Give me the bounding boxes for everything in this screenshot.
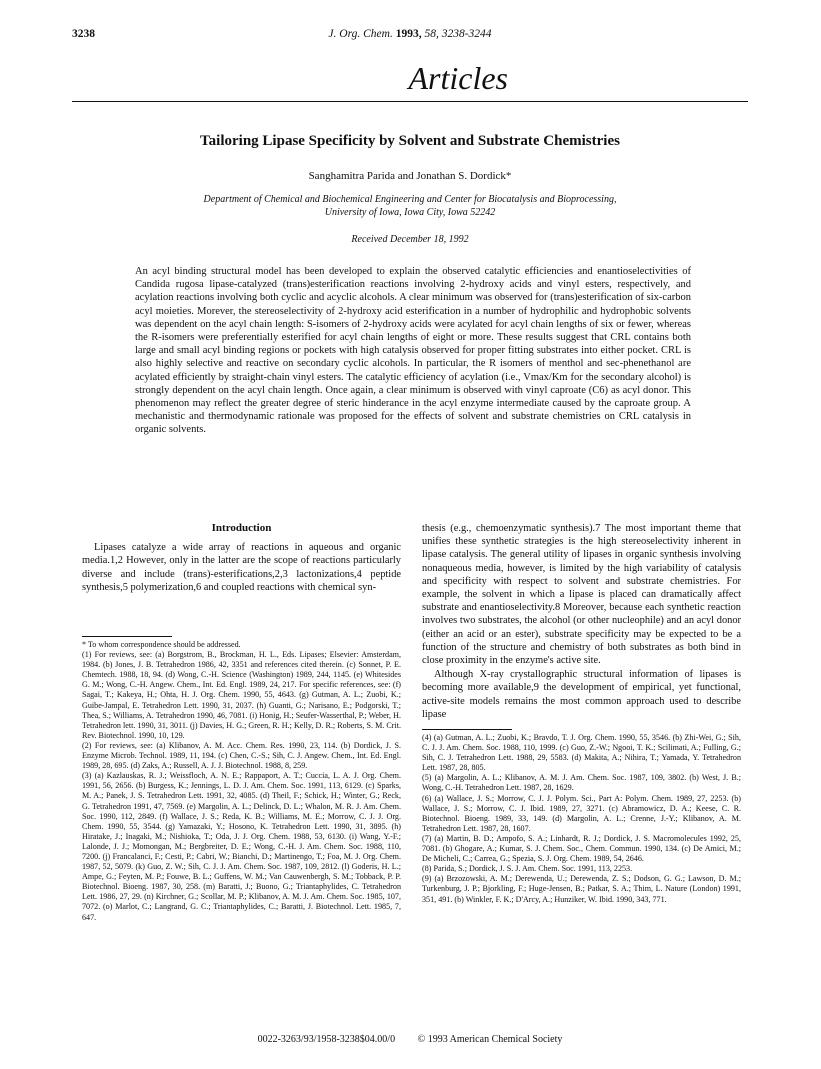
- affiliation-line2: University of Iowa, Iowa City, Iowa 52242: [324, 206, 496, 218]
- footnotes-left: [82, 640, 401, 923]
- footnote: (5) (a) Margolin, A. L.; Klibanov, A. M. J. Am. Chem. Soc. 1987, 109, 3802. (b) West, J. B.; Wong, C.-H. Tetrahedron Lett. 1987, 28, 1629.: [422, 773, 741, 793]
- footnote: (4) (a) Gutman, A. L.; Zuobi, K.; Bravdo, T. J. Org. Chem. 1990, 55, 3546. (b) Zhi-Wei, G.; Sih, C. J. J. Am. Chem. Soc. 1988, 110, 1999. (c) Guo, Z.-W.; Ngooi, T. K.; Scilimati, A.; Fulling, G.; Sih, C. J. Tetrahedron Lett. 1988, 29, 5583. (d) Makita, A.; Nihira, T.; Yamada, Y. Tetrahedron Lett. 1987, 28, 805.: [422, 733, 741, 773]
- footnote: (9) (a) Brzozowski, A. M.; Derewenda, U.; Derewenda, Z. S.; Dodson, G. G.; Lawson, D. M.; Turkenburg, J. P.; Bjorkling, F.; Huge-Jensen, B.; Patkar, S. A.; Thim, L. Nature (London) 1991, 351, 491. (b) Winkler, F. K.; D'Arcy, A.; Hunziker, W. Ibid. 1990, 343, 771.: [422, 874, 741, 904]
- affiliation-line1: Department of Chemical and Biochemical Engineering and Center for Biocatalysis and Bioprocessing,: [203, 194, 617, 205]
- intro-heading: Introduction: [211, 522, 272, 534]
- affiliation: [92, 194, 728, 219]
- footnote-rule-right: [422, 729, 512, 730]
- banner-rule: [72, 101, 748, 102]
- footnote: * To whom correspondence should be addressed.: [82, 640, 241, 649]
- footnote: (3) (a) Kazlauskas, R. J.; Weissfloch, A. N. E.; Rappaport, A. T.; Cuccia, L. A. J. Org. Chem. 1991, 56, 2656. (b) Burgess, K.; Jennings, L. D. J. Am. Chem. Soc. 1991, 113, 6129. (c) Sparks, M. A.; Panek, J. S. Tetrahedron Lett. 1991, 32, 4085. (d) Theil, F.; Schick, H.; Winter, G.; Reck, G. Tetrahedron 1991, 47, 7569. (e) Margolin, A. L.; Delinck, D. L.; Whalon, M. R. J. Am. Chem. Soc. 1990, 112, 2849. (f) Wallace, J. S.; Reda, K. B.; Williams, M. E.; Morrow, C. J. J. Org. Chem. 1990, 55, 3544. (g) Yamazaki, Y.; Hosono, K. Tetrahedron Lett. 1990, 31, 3895. (h) Hiratake, J.; Inagaki, M.; Nishioka, T.; Oda, J. J. Org. Chem. 1988, 53, 6130. (i) Wang, Y.-F.; Lalonde, J. J.; Momongan, M.; Bergbreiter, D. E.; Wong, C.-H. J. Am. Chem. Soc. 1988, 110, 7200. (j) Francalanci, F.; Cesti, P.; Cabri, W.; Bianchi, D.; Martinengo, T.; Foa, M. J. Org. Chem. 1987, 52, 5079. (k) Guo, Z. W.; Sih, C. J. J. Am. Chem. Soc. 1987, 109, 2812. (l) Goderis, H. L.; Ampe, G.; Feyten, M. P.; Fouwe, B. L.; Guffens, W. M.; Van Cauwenbergh, S. M.; Tobback, P. P. Biotechnol. Bioeng. 1987, 30, 258. (m) Baratti, J.; Buono, G.; Triantaphylides, C. Tetrahedron Lett. 1986, 27, 29. (n) Kirchner, G.; Scollar, M. P.; Klibanov, A. M. J. Am. Chem. Soc. 1985, 107, 7072. (o) Marlot, C.; Langrand, G. C.; Triantaphylides, C.; Baratti, J. Biotechnol. Lett. 1985, 7, 647.: [82, 771, 401, 922]
- footnote: (2) For reviews, see: (a) Klibanov, A. M. Acc. Chem. Res. 1990, 23, 114. (b) Dordick, J. S. Enzyme Microb. Technol. 1989, 11, 194. (c) Chen, C.-S.; Sih, C. J. Angew. Chem., Int. Ed. Engl. 1989, 28, 695. (d) Zaks, A.; Russell, A. J. J. Biotechnol. 1988, 8, 259.: [82, 740, 401, 771]
- journal-name: J. Org. Chem.: [328, 28, 393, 40]
- right-column: [422, 522, 741, 721]
- footnote: (7) (a) Martin, B. D.; Ampofo, S. A.; Linhardt, R. J.; Dordick, J. S. Macromolecules 1992, 25, 7081. (b) Ghogare, A.; Kumar, S. J. Chem. Soc., Chem. Commun. 1990, 134. (c) De Amici, M.; De Micheli, C.; Carrea, G.; Spezia, S. J. Org. Chem. 1989, 54, 2646.: [422, 833, 741, 864]
- right-paragraph-1: thesis (e.g., chemoenzymatic synthesis).7 The most important theme that unifies these synthetic strategies is the high stereoselectivity inherent in lipase catalysis. The general utility of lipases in organic synthesis involving nonaqueous media, however, is limited by the high variability of catalysis and specificity with respect to solvent and substrate chemistries. For example, the solvent in which a lipase is placed can dramatically affect substrate and enantioselectivity.8 Moreover, because each synthetic reaction involves two substrates, the alcohol (or other nucleophile) and an acyl donor (either an acid or an ester), substrate specificity may be expected to be a function of the structure and chemistry of both substrates as both bind in close proximity in the enzyme's active site.: [422, 523, 741, 667]
- received-date: Received December 18, 1992: [351, 234, 469, 245]
- right-paragraph-2: Although X-ray crystallographic structural information of lipases is becoming more available,9 the development of empirical, yet functional, active-site models remains the most common approach used to describe lipase: [422, 669, 741, 720]
- footnotes-right: [422, 733, 741, 905]
- journal-year: 1993,: [395, 28, 422, 40]
- page-number: 3238: [72, 28, 95, 40]
- footnote: (6) (a) Wallace, J. S.; Morrow, C. J. J. Polym. Sci., Part A: Polym. Chem. 1989, 27, 2253. (b) Wallace, J. S.; Morrow, C. J. Ibid. 1989, 27, 3271. (c) Abramowicz, D. A.; Keese, C. R. Biotechnol. Bioeng. 1989, 33, 149. (d) Margolin, A. L.; Crenne, J.-Y.; Klibanov, A. M. Tetrahedron Lett. 1987, 28, 1607.: [422, 793, 741, 833]
- intro-paragraph-1: Lipases catalyze a wide array of reactions in aqueous and organic media.1,2 However, only in the latter are the scope of reactions particularly diverse and include (trans)-esterifications,2,3 lactonizations,4 peptide synthesis,5 polymerization,6 and coupled reactions with chemical syn-: [82, 542, 401, 593]
- section-banner: [72, 56, 748, 102]
- article-code: 0022-3263/93/1958-3238$04.00/0: [257, 1034, 396, 1045]
- copyright: © 1993 American Chemical Society: [417, 1034, 563, 1045]
- footnote: (8) Parida, S.; Dordick, J. S. J. Am. Chem. Soc. 1991, 113, 2253.: [422, 864, 633, 874]
- footnote-rule-left: [82, 636, 172, 637]
- footnote: (1) For reviews, see: (a) Borgstrom, B., Brockman, H. L., Eds. Lipases; Elsevier: Amsterdam, 1984. (b) Jones, J. B. Tetrahedron 1986, 42, 3351 and references cited therein. (c) Sonnet, P. E. Chemtech. 1988, 18, 94. (d) Wong, C.-H. Science (Washington) 1989, 244, 1145. (e) Whitesides G. M.; Wong, C.-H. Angew. Chem., Int. Ed. Engl. 1989, 24, 217. For specific references, see: (f) Sagai, T.; Kakeya, H.; Ohta, H. J. Org. Chem. 1990, 55, 4643. (g) Gutman, A. L.; Zuobi, K.; Guibe-Jampal, E. Tetrahedron Lett. 1990, 31, 2037. (h) Guanti, G.; Narisano, E.; Podgorski, T.; Thea, S.; Williams, A. Tetrahedron 1990, 46, 7081. (i) Honig, H.; Seufer-Wasserthal, P.; Weber, H. Tetrahedron lett. 1990, 31, 3011. (j) Davies, H. G.; Green, R. H.; Kelly, D. R.; Roberts, S. M. Crit. Rev. Biotechnol. 1990, 10, 129.: [82, 650, 401, 740]
- article-title: Tailoring Lipase Specificity by Solvent and Substrate Chemistries: [200, 133, 620, 149]
- section-word: Articles: [408, 60, 508, 96]
- abstract: An acyl binding structural model has been developed to explain the observed catalytic efficiencies and enantioselectivities of Candida rugosa lipase-catalyzed (trans)esterification reactions involving 2-hydroxy acids and vinyl esters, respectively, and acylation reactions involving both cyclic and acyclic alcohols. A clear minimum was observed for (trans)esterification of six-carbon acyl moieties. Morever, the stereoselectivity of 2-hydroxy acid esterification in a number of hydrophilic and hydrophobic solvents was dependent on the acyl chain length: S-isomers of 2-hydroxy acids were acylated for acyl chain lengths of six or fewer, whereas the R-isomers were preferentially esterified for acyl chain lengths of eight or more. These results suggest that CRL contains both large and small acyl binding regions or pockets with high catalysis observed for proper fitting substrates into either pocket. CRL is also highly selective and reactive on secondary cyclic alcohols. In particular, the R isomers of menthol and sec-phenethanol are acylated efficiently by straight-chain vinyl esters. The catalytic efficiency of acylation (i.e., Vmax/Km for the secondary alcohol) is strongly dependent on the acyl chain length. Once again, a clear minimum is observed with vinyl caproate (C6) as acyl donor. This phenomenon may reflect the greater degree of steric hinderance in the acyl enzyme intermediate caused by the caproate group. A mechanistic and thermodynamic rationale was proposed for the effects of solvent and substrate chemistries on CRL catalysis in organic solvents.: [135, 266, 691, 436]
- journal-volume: 58,: [424, 28, 439, 40]
- authors: Sanghamitra Parida and Jonathan S. Dordick*: [308, 170, 512, 182]
- left-column: [82, 522, 401, 594]
- page-footer: [72, 1034, 748, 1045]
- journal-pages: 3238-3244: [441, 28, 492, 40]
- running-header: [72, 28, 748, 46]
- journal-citation: [72, 28, 748, 40]
